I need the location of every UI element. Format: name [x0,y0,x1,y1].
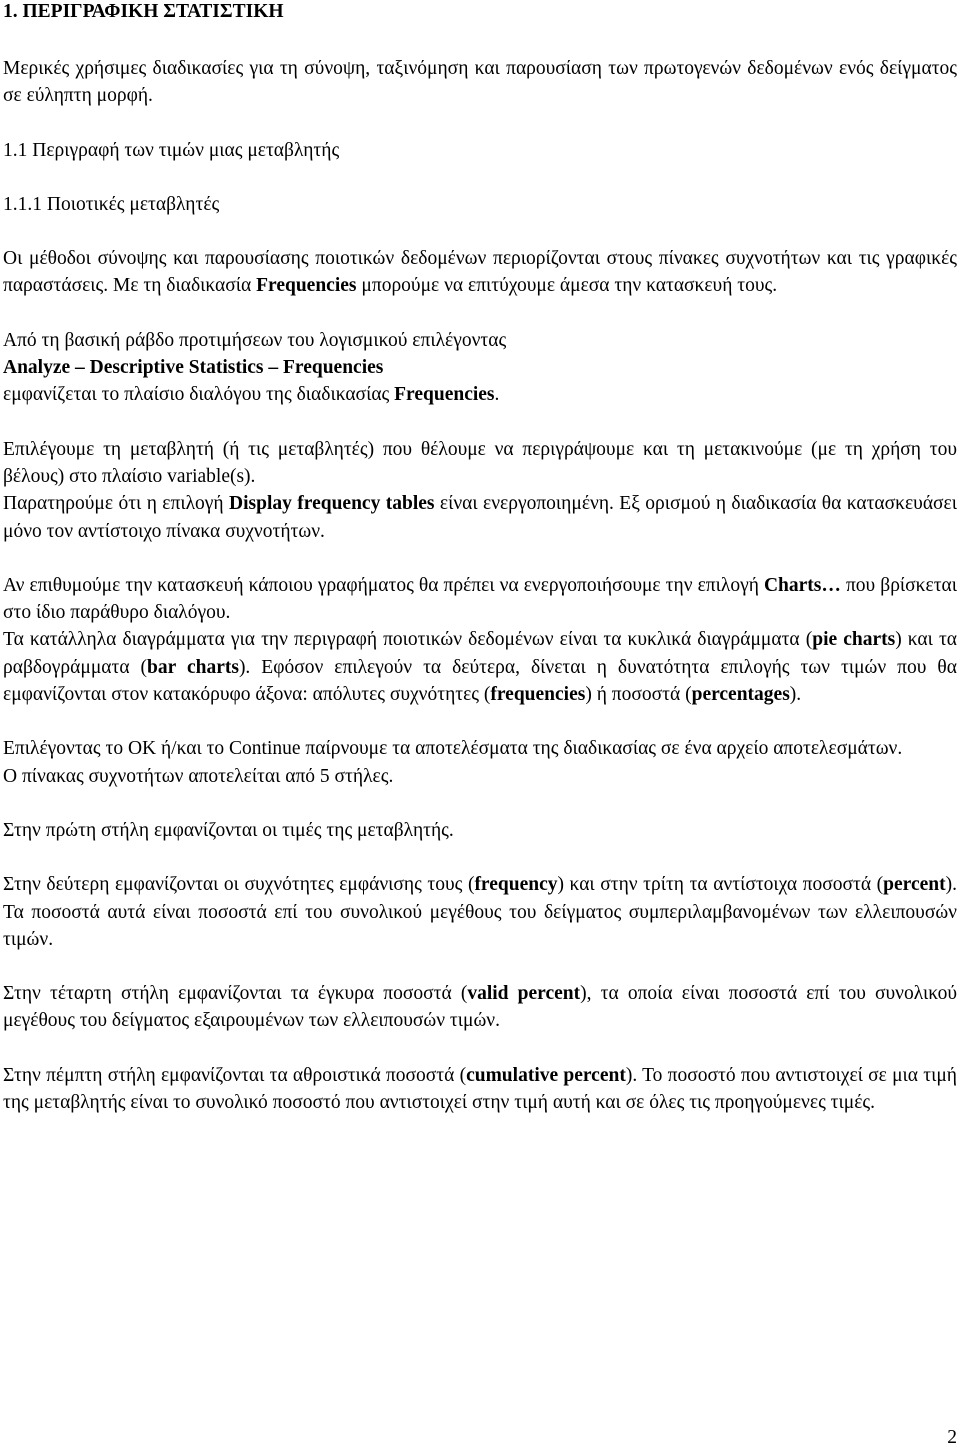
document-body [3,0,957,1116]
columns-count-paragraph: Ο πίνακας συχνοτήτων αποτελείται από 5 στήλες. [3,765,394,787]
text-run: μπορούμε να επιτύχουμε άμεσα την κατασκευή τους. [356,275,778,297]
text-run: Τα κατάλληλα διαγράμματα για την περιγραφή ποιοτικών δεδομένων είναι τα κυκλικά διαγράμματα ( [3,629,813,651]
text-run: ) και τα ραβδογράμματα ( [3,629,958,678]
bold-term: Analyze – Descriptive Statistics – Frequencies [3,357,384,379]
text-run: Στην τέταρτη στήλη εμφανίζονται τα έγκυρα ποσοστά ( [3,983,468,1005]
text-run: ). Εφόσον επιλεγούν τα δεύτερα, δίνεται η δυνατότητα επιλογής των τιμών που θα εμφανίζονται στον κατακόρυφο άξονα: απόλυτες συχνότητες ( [3,656,957,706]
fifth-column-paragraph [3,1062,957,1117]
text-run: Οι μέθοδοι σύνοψης και παρουσίασης ποιοτικών δεδομένων περιορίζονται στους πίνακες συχνοτήτων και τις γραφικές παραστάσεις. Με τη διαδικασία [3,248,957,297]
display-frequency-paragraph [3,490,957,545]
menu-paragraph-line: Από τη βασική ράβδο προτιμήσεων του λογισμικού επιλέγοντας [3,329,507,351]
bold-term: Display frequency tables [229,493,435,515]
second-third-column-paragraph [3,871,957,953]
bold-term: Frequencies [394,384,495,406]
bold-term: cumulative percent [466,1064,626,1086]
text-run: εμφανίζεται το πλαίσιο διαλόγου της διαδικασίας [3,384,395,406]
bold-term: frequencies [490,684,586,706]
bold-term: valid percent [467,983,581,1005]
text-run: είναι ενεργοποιημένη. Εξ ορισμού η διαδικασία θα κατασκευάσει μόνο τον αντίστοιχο πίνακα συχνοτήτων. [3,493,957,542]
bold-term: Frequencies [256,275,357,297]
intro-paragraph: Μερικές χρήσιμες διαδικασίες για τη σύνοψη, ταξινόμηση και παρουσίαση των πρωτογενών δεδομένων ενός δείγματος σε εύληπτη μορφή. [3,58,957,107]
text-run: Αν επιθυμούμε την κατασκευή κάποιου γραφήματος θα πρέπει να ενεργοποιήσουμε την επιλογή [3,574,764,596]
text-run: ), τα οποία είναι ποσοστά επί του συνολικού μεγέθους του δείγματος εξαιρουμένων των ελλειπουσών τιμών. [3,983,958,1032]
text-run: που βρίσκεται στο ίδιο παράθυρο διαλόγου. [3,574,957,624]
bold-term: percentages [691,684,790,706]
bold-term: Charts… [763,574,841,596]
ok-continue-paragraph: Επιλέγοντας το OK ή/και το Continue παίρνουμε τα αποτελέσματα της διαδικασίας σε ένα αρχείο αποτελεσμάτων. [3,738,903,760]
text-run: Στην δεύτερη εμφανίζονται οι συχνότητες εμφάνισης τους ( [3,874,475,896]
charts-paragraph [3,572,957,627]
text-run: . [494,384,500,406]
first-column-paragraph: Στην πρώτη στήλη εμφανίζονται οι τιμές της μεταβλητής. [3,819,454,841]
dialog-paragraph [3,381,957,408]
text-run: Παρατηρούμε ότι η επιλογή [3,493,230,515]
fourth-column-paragraph [3,980,957,1035]
text-run: ) ή ποσοστά ( [585,684,692,706]
methods-paragraph [3,245,957,300]
text-run: Στην πέμπτη στήλη εμφανίζονται τα αθροιστικά ποσοστά ( [3,1064,467,1086]
bold-term: percent [883,874,946,896]
select-variable-paragraph: Επιλέγουμε τη μεταβλητή (ή τις μεταβλητές) που θέλουμε να περιγράψουμε και τη μετακινούμε (με τη χρήση του βέλους) στο πλαίσιο variable(s). [3,438,957,487]
bold-term: frequency [474,874,558,896]
page-number: 2 [947,1427,957,1448]
section-heading-1-1-1: 1.1.1 Ποιοτικές μεταβλητές [3,193,220,215]
bold-term: pie charts [812,629,896,651]
text-run: ). Τα ποσοστά αυτά είναι ποσοστά επί του συνολικού μεγέθους του δείγματος συμπεριλαμβανομένων των ελλειπουσών τιμών. [3,874,957,950]
bold-term: bar charts [147,656,239,678]
chapter-title: 1. ΠΕΡΙΓΡΑΦΙΚΗ ΣΤΑΤΙΣΤΙΚΗ [3,1,284,22]
text-run: ). [789,684,802,706]
text-run: ). Το ποσοστό που αντιστοιχεί σε μια τιμή της μεταβλητής είναι το συνολικό ποσοστό που αντιστοιχεί στην τιμή αυτή και σε όλες τις προηγούμενες τιμές. [3,1064,957,1114]
menu-path [3,354,957,381]
section-heading-1-1: 1.1 Περιγραφή των τιμών μιας μεταβλητής [3,139,340,161]
text-run: ) και στην τρίτη τα αντίστοιχα ποσοστά ( [557,874,884,896]
chart-types-paragraph [3,626,957,708]
